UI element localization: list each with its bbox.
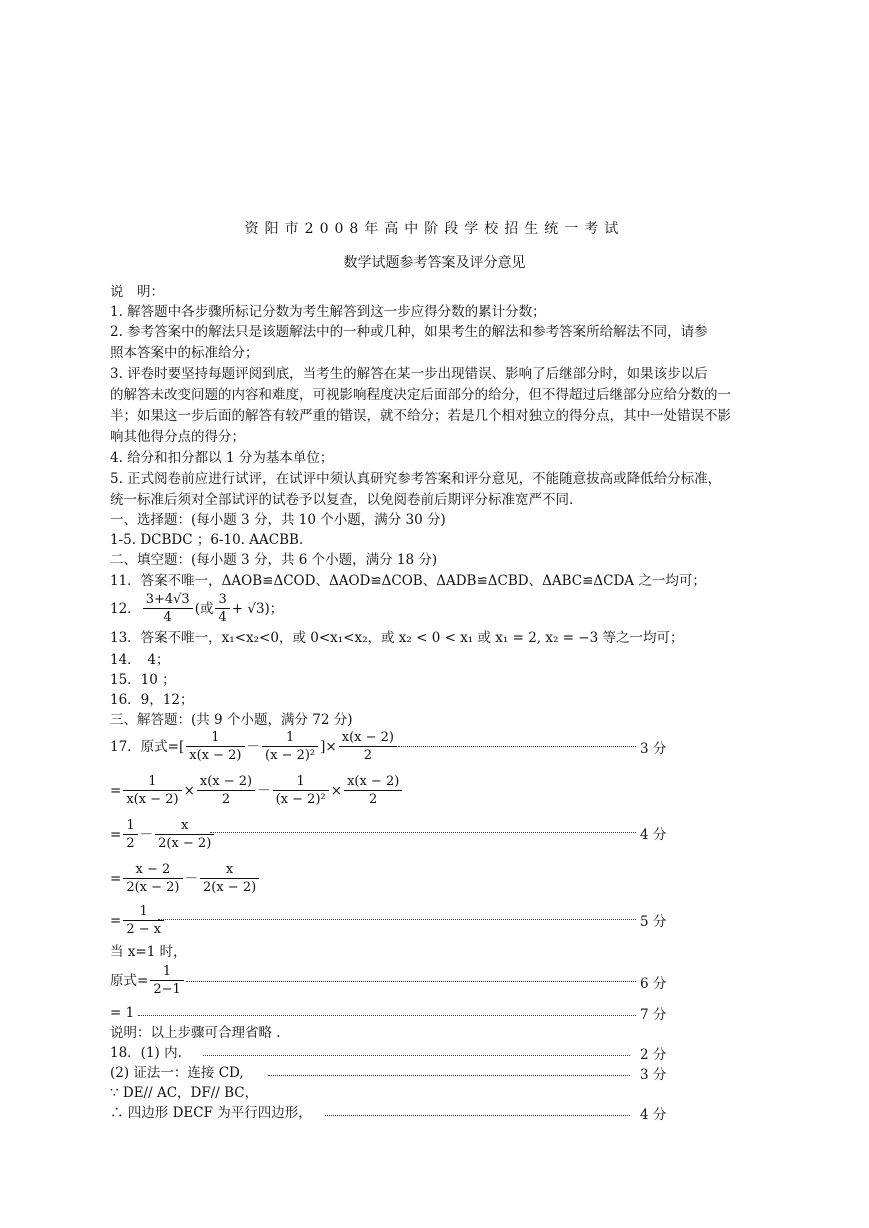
score-3b: 3 分 bbox=[640, 1067, 667, 1083]
answer-14: 14． 4； bbox=[110, 652, 170, 668]
note-3d: 响其他得分点的得分； bbox=[110, 429, 245, 445]
answer-12-label: 12． bbox=[110, 600, 141, 617]
leader-dots bbox=[158, 918, 636, 920]
q17-step-3: = $\frac{1}{2}$ － $\frac{x}{2(x - 2)}$ bbox=[110, 816, 760, 853]
section-1-heading: 一、选择题：(每小题 3 分，共 10 个小题，满分 30 分) bbox=[110, 512, 446, 528]
section-2-heading: 二、填空题：(每小题 3 分，共 6 个小题，满分 18 分) bbox=[110, 552, 438, 568]
answer-16: 16．9，12； bbox=[110, 692, 194, 708]
notes-label: 说 明： bbox=[110, 284, 164, 300]
q17-step-2: = $\frac{1}{x(x - 2)}$ × $\frac{x(x - 2)}{2}$ － $\frac{1}{\text{(x − 2)²}}$ × $\frac{x(x - 2)}{2}$ bbox=[110, 772, 760, 809]
answer-15: 15．10 ； bbox=[110, 672, 176, 688]
q17-substitution: 当 x=1 时， bbox=[110, 944, 187, 960]
leader-dots bbox=[398, 745, 636, 747]
note-2b: 照本答案中的标准给分； bbox=[110, 345, 259, 361]
q17-step-5: = $\frac{1}{2 - x}$ bbox=[110, 902, 760, 939]
q17-step-1: 17．原式=[ $\frac{1}{x(x - 2)}$ － $\frac{1}{\text{(x − 2)²}}$ ]× $\frac{x(x - 2)}{2}$ bbox=[110, 728, 760, 765]
section-3-heading: 三、解答题：(共 9 个小题，满分 72 分) bbox=[110, 712, 353, 728]
leader-dots bbox=[268, 1074, 630, 1076]
q18-part-2: (2) 证法一：连接 CD, bbox=[110, 1065, 244, 1081]
note-4: 4. 给分和扣分都以 1 分为基本单位； bbox=[110, 450, 334, 466]
score-3: 3 分 bbox=[640, 741, 667, 757]
q18-because: ∵ DE// AC，DF// BC， bbox=[110, 1085, 259, 1101]
q18-part-1: 18．(1) 内. bbox=[110, 1045, 182, 1061]
section-1-answers: 1-5. DCBDC ；6-10. AACBB. bbox=[110, 532, 304, 548]
score-5: 5 分 bbox=[640, 914, 667, 930]
note-1: 1. 解答题中各步骤所标记分数为考生解答到这一步应得分数的累计分数； bbox=[110, 304, 546, 320]
q17-step-6: 原式= $\frac{1}{2-1}$ bbox=[110, 962, 760, 999]
note-5a: 5. 正式阅卷前应进行试评，在试评中须认真研究参考答案和评分意见，不能随意拔高或降低给分标准， bbox=[110, 471, 722, 487]
score-6: 6 分 bbox=[640, 976, 667, 992]
score-4b: 4 分 bbox=[640, 1107, 667, 1123]
leader-dots bbox=[138, 1014, 636, 1016]
score-4: 4 分 bbox=[640, 827, 667, 843]
note-5b: 统一标准后须对全部试评的试卷予以复查，以免阅卷前后期评分标准宽严不同. bbox=[110, 492, 574, 508]
note-2a: 2. 参考答案中的解法只是该题解法中的一种或几种，如果考生的解法和参考答案所给解法不同，请参 bbox=[110, 324, 708, 340]
q17-step-4: = $\frac{x - 2}{2(x - 2)}$ － $\frac{x}{2(x - 2)}$ bbox=[110, 860, 760, 897]
note-3b: 的解答未改变问题的内容和难度，可视影响程度决定后面部分的给分，但不得超过后继部分应给分数的一 bbox=[110, 387, 731, 403]
leader-dots bbox=[203, 1054, 630, 1056]
score-7: 7 分 bbox=[640, 1007, 667, 1023]
answer-12: 12． $\frac{3+4√3}{4}$ (或 $\frac{3}{4}$ + √3)； bbox=[110, 592, 284, 625]
q17-note: 说明：以上步骤可合理省略 . bbox=[110, 1025, 281, 1041]
note-3a: 3. 评卷时要坚持每题评阅到底，当考生的解答在某一步出现错误、影响了后继部分时，如果该步以后 bbox=[110, 366, 708, 382]
leader-dots bbox=[210, 831, 636, 833]
fraction: $\frac{3+4√3}{4}$ bbox=[143, 591, 193, 626]
answer-13: 13．答案不唯一，x₁<x₂<0，或 0<x₁<x₂，或 x₂ < 0 < x₁ 或 x₁ = 2, x₂ = −3 等之一均可； bbox=[110, 630, 684, 646]
score-2: 2 分 bbox=[640, 1047, 667, 1063]
document-subtitle: 数学试题参考答案及评分意见 bbox=[343, 255, 526, 271]
fraction: $\frac{3}{4}$ bbox=[215, 591, 229, 626]
q18-therefore: ∴ 四边形 DECF 为平行四边形， bbox=[110, 1105, 312, 1121]
leader-dots bbox=[325, 1114, 630, 1116]
note-3c: 半；如果这一步后面的解答有较严重的错误，就不给分；若是几个相对独立的得分点，其中一处错误不影 bbox=[110, 408, 731, 424]
q17-result: = 1 bbox=[110, 1005, 135, 1021]
leader-dots bbox=[186, 980, 636, 982]
answer-11: 11．答案不唯一，ΔAOB≌ΔCOD、ΔAOD≌ΔCOB、ΔADB≌ΔCBD、ΔABC≌ΔCDA 之一均可； bbox=[110, 573, 706, 589]
document-title: 资阳市2008年高中阶段学校招生统一考试 bbox=[244, 221, 625, 237]
